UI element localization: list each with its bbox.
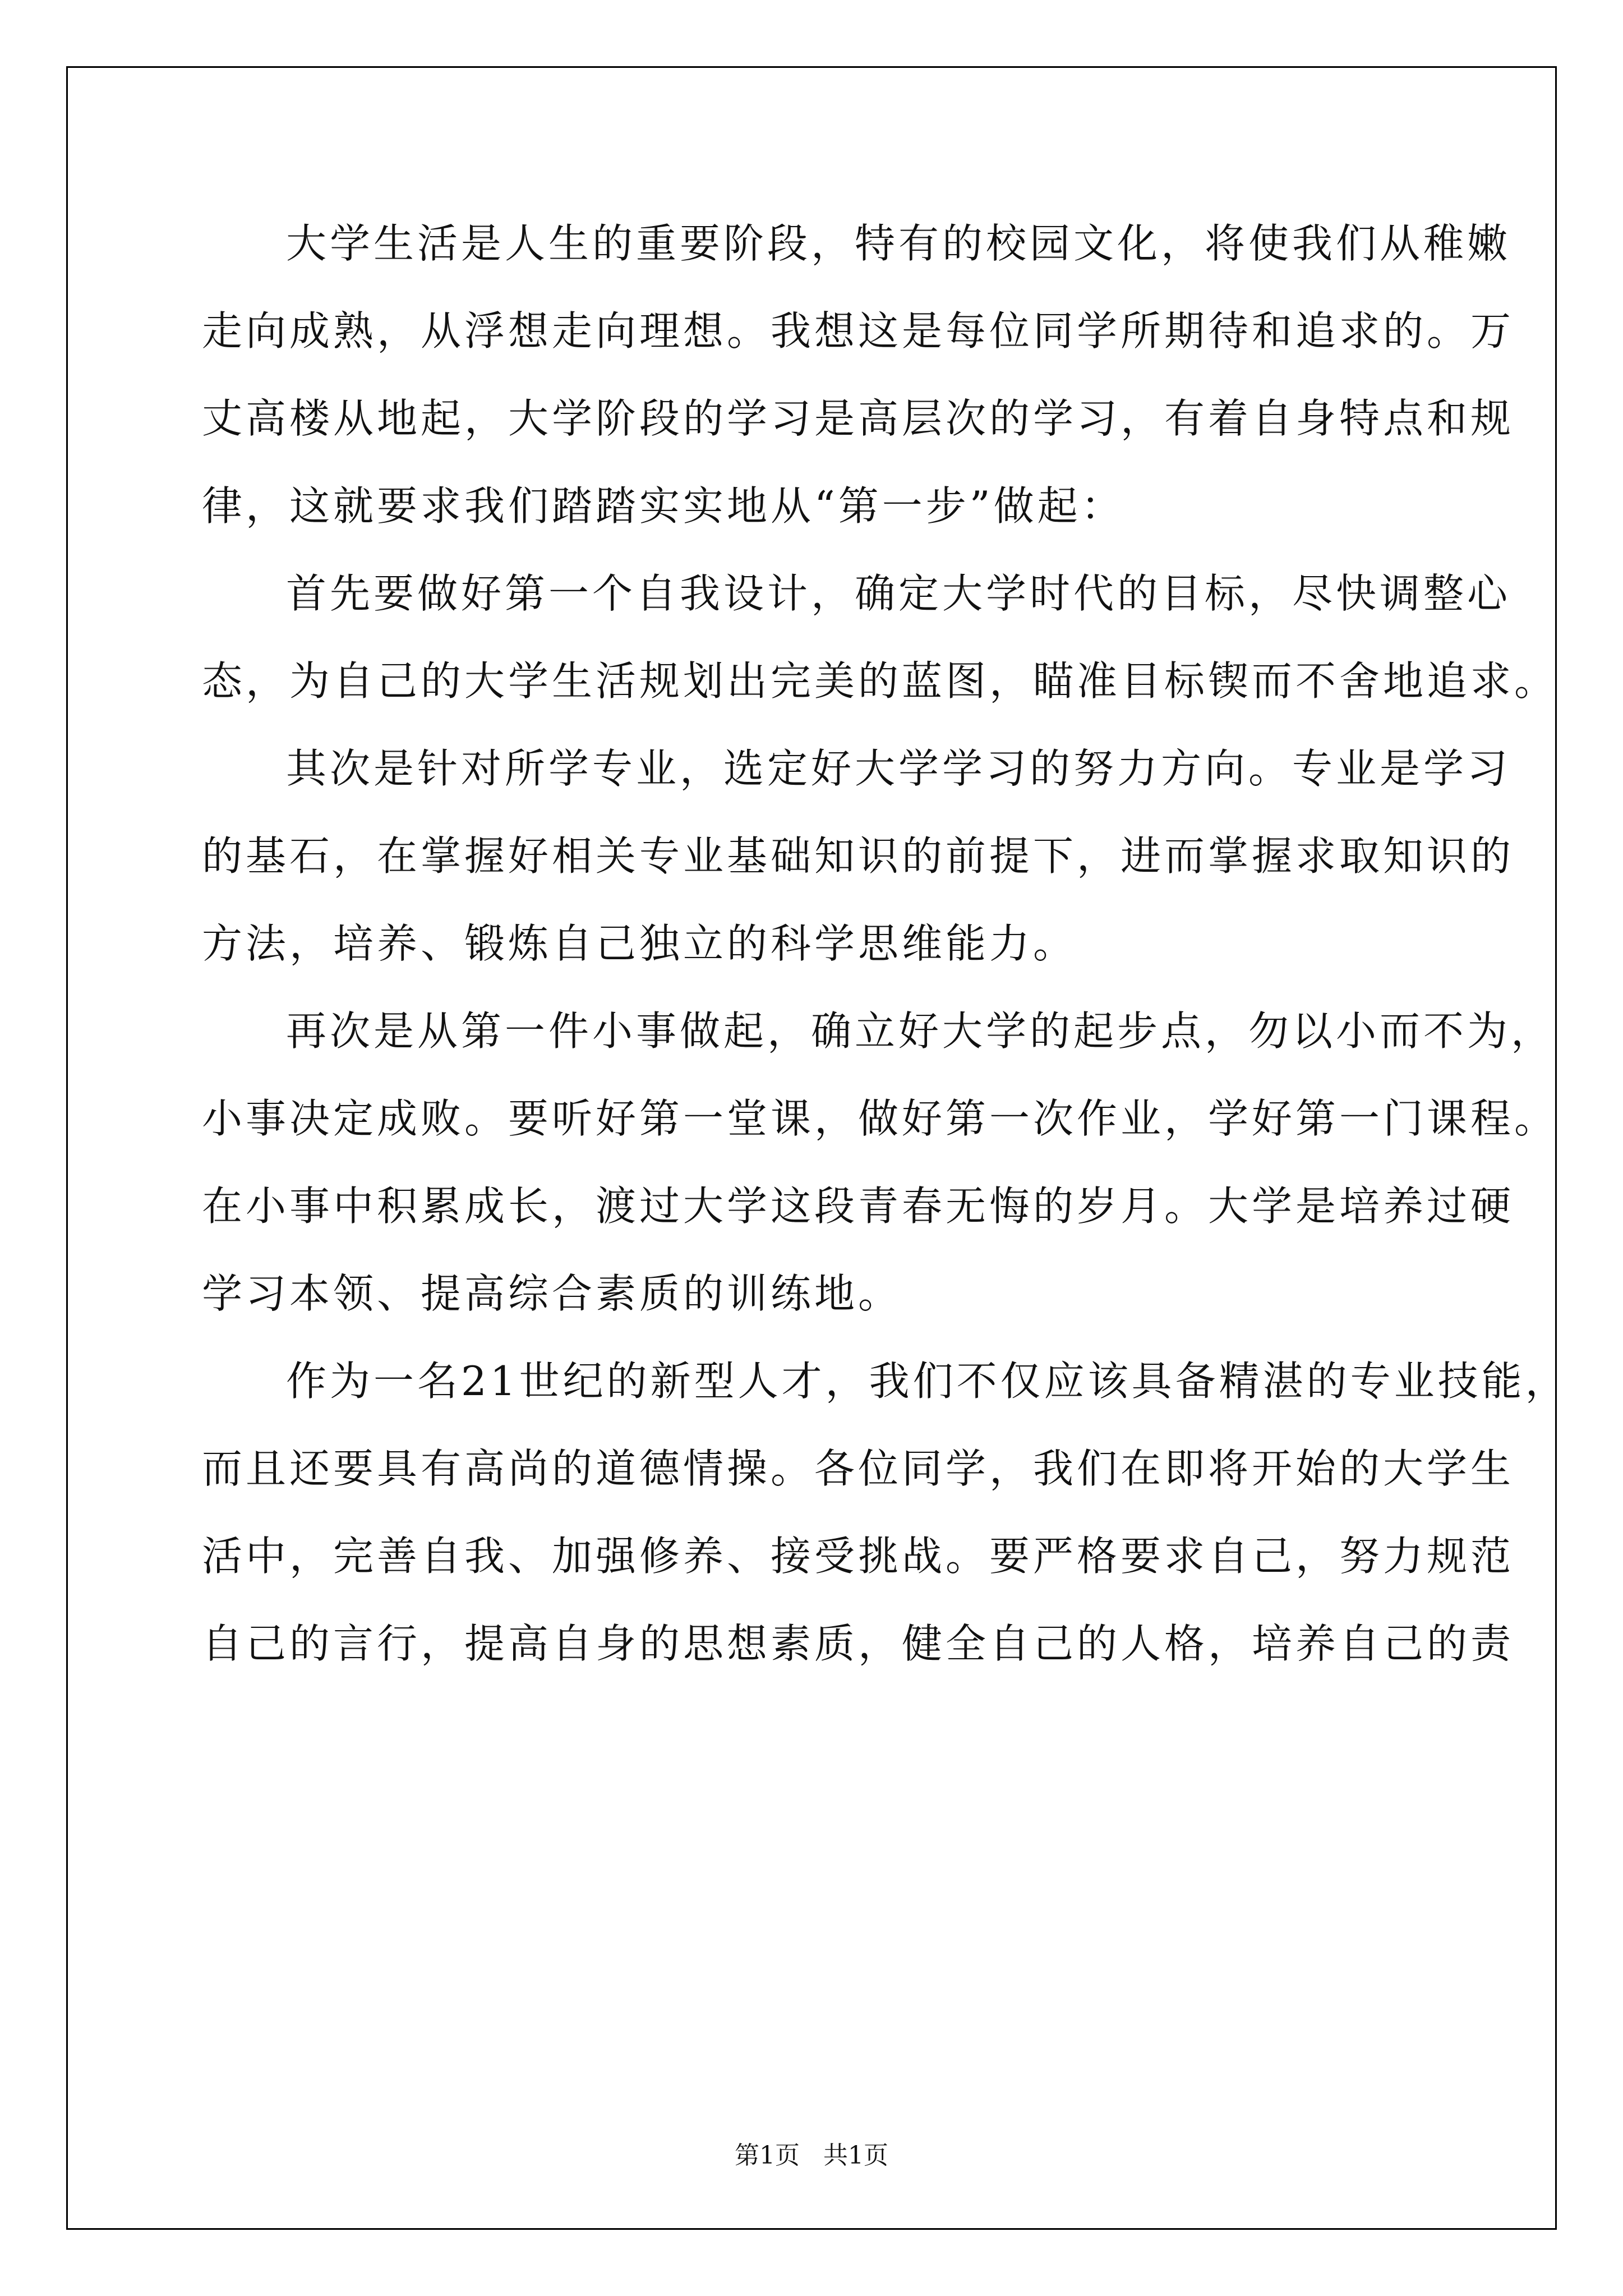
- text-line: 再次是从第一件小事做起，确立好大学的起步点，勿以小而不为，: [286, 1007, 1555, 1055]
- text-line: 作为一名21世纪的新型人才，我们不仅应该具备精湛的专业技能，: [286, 1358, 1569, 1405]
- text-line: 自己的言行，提高自身的思想素质，健全自己的人格，培养自己的责: [202, 1620, 1515, 1667]
- text-line: 而且还要具有高尚的道德情操。各位同学，我们在即将开始的大学生: [202, 1445, 1515, 1492]
- page-number-footer: 第1页 共1页: [735, 2141, 888, 2170]
- text-line: 态，为自己的大学生活规划出完美的蓝图，瞄准目标锲而不舍地追求。: [202, 657, 1559, 705]
- text-line: 首先要做好第一个自我设计，确定大学时代的目标，尽快调整心: [286, 570, 1511, 617]
- text-line: 的基石，在掌握好相关专业基础知识的前提下，进而掌握求取知识的: [202, 832, 1515, 880]
- text-line: 走向成熟，从浮想走向理想。我想这是每位同学所期待和追求的。万: [202, 307, 1515, 355]
- text-line: 律，这就要求我们踏踏实实地从“第一步”做起：: [202, 482, 1125, 530]
- text-line: 大学生活是人生的重要阶段，特有的校园文化，将使我们从稚嫩: [286, 220, 1511, 267]
- text-line: 方法，培养、锻炼自己独立的科学思维能力。: [202, 920, 1077, 967]
- document-body: [202, 200, 1569, 1687]
- text-line: 在小事中积累成长，渡过大学这段青春无悔的岁月。大学是培养过硬: [202, 1182, 1515, 1230]
- text-line: 小事决定成败。要听好第一堂课，做好第一次作业，学好第一门课程。: [202, 1095, 1559, 1142]
- text-line: 其次是针对所学专业，选定好大学学习的努力方向。专业是学习: [286, 745, 1511, 792]
- text-line: 学习本领、提高综合素质的训练地。: [202, 1270, 902, 1317]
- text-line: 活中，完善自我、加强修养、接受挑战。要严格要求自己，努力规范: [202, 1533, 1515, 1580]
- text-line: 丈高楼从地起，大学阶段的学习是高层次的学习，有着自身特点和规: [202, 395, 1515, 442]
